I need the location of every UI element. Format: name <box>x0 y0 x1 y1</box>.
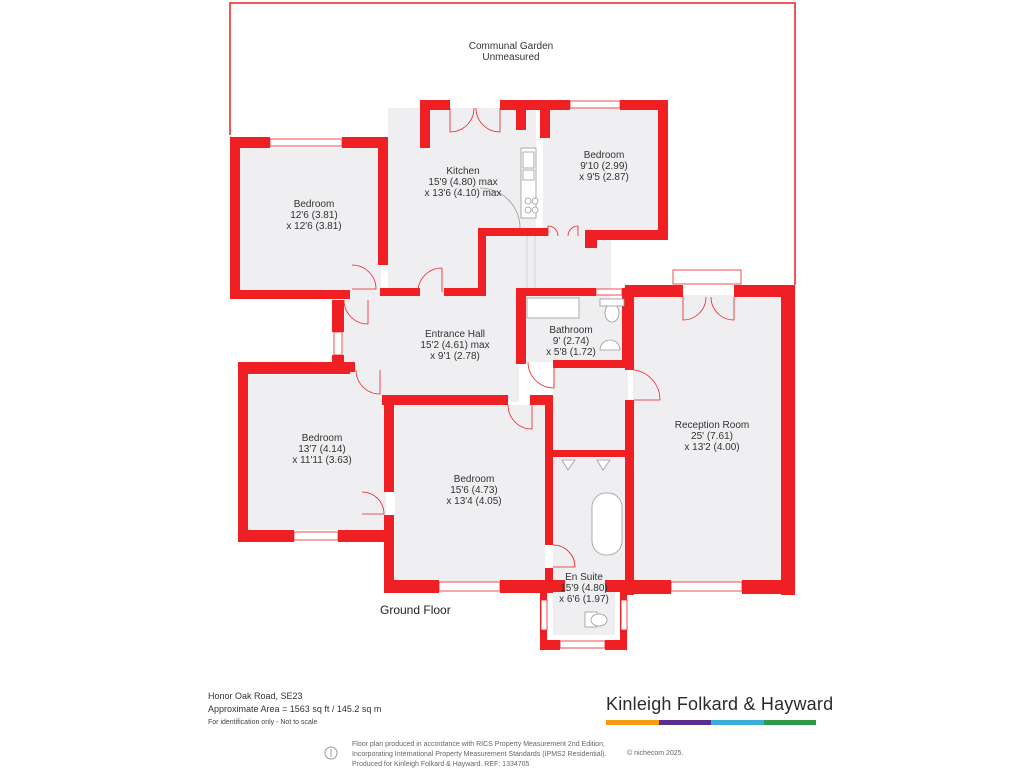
footer-line-1: Floor plan produced in accordance with RICS Property Measurement 2nd Edition, <box>352 741 605 748</box>
brand-bar-purple <box>659 720 712 725</box>
bedroom-1-dim1: 12'6 (3.81) <box>290 210 338 221</box>
bedroom-3-dim1: 13'7 (4.14) <box>298 444 346 455</box>
floor-label: Ground Floor <box>380 603 451 617</box>
brand-color-bar <box>606 720 816 725</box>
bedroom-4-dim1: 15'6 (4.73) <box>450 485 498 496</box>
reception-room-dim2: x 13'2 (4.00) <box>684 442 740 453</box>
scale-note: For identification only - Not to scale <box>208 719 318 726</box>
reception-room-dim1: 25' (7.61) <box>691 431 733 442</box>
footer-text <box>352 740 606 770</box>
copyright: © nichecom 2025. <box>627 750 684 757</box>
bedroom-1-dim2: x 12'6 (3.81) <box>286 221 342 232</box>
address: Honor Oak Road, SE23 <box>208 691 303 701</box>
bathroom-dim1: 9' (2.74) <box>552 336 590 347</box>
kitchen-dim1: 15'9 (4.80) max <box>428 177 498 188</box>
bathroom-name: Bathroom <box>549 325 593 336</box>
measurement-icon <box>324 744 338 762</box>
bedroom-1-name: Bedroom <box>293 199 335 210</box>
entrance-hall-dim1: 15'2 (4.61) max <box>420 340 490 351</box>
kitchen-dim2: x 13'6 (4.10) max <box>424 188 502 199</box>
bedroom-2-name: Bedroom <box>583 150 625 161</box>
brand-name: Kinleigh Folkard & Hayward <box>606 694 834 714</box>
garden-label: Communal Garden <box>468 41 554 52</box>
bedroom-4-name: Bedroom <box>453 474 495 485</box>
en-suite-dim2: x 6'6 (1.97) <box>559 594 609 605</box>
approximate-area: Approximate Area = 1563 sq ft / 145.2 sq m <box>208 704 382 714</box>
footer-line-3: Produced for Kinleigh Folkard & Hayward. REF: 1334705 <box>352 761 530 768</box>
brand-bar-blue <box>711 720 764 725</box>
en-suite-name: En Suite <box>565 572 603 583</box>
entrance-hall-dim2: x 9'1 (2.78) <box>430 351 480 362</box>
brand-bar-orange <box>606 720 659 725</box>
kitchen-name: Kitchen <box>446 166 480 177</box>
entrance-hall-name: Entrance Hall <box>424 329 486 340</box>
footer-line-2: Incorporating International Property Measurement Standards (IPMS2 Residential). <box>352 751 607 758</box>
property-info <box>208 690 381 729</box>
bedroom-3-dim2: x 11'11 (3.63) <box>292 455 352 466</box>
bathroom-dim2: x 5'8 (1.72) <box>546 347 596 358</box>
bedroom-2-dim1: 9'10 (2.99) <box>580 161 628 172</box>
bedroom-2-dim2: x 9'5 (2.87) <box>579 172 629 183</box>
garden-sublabel: Unmeasured <box>482 52 540 63</box>
bedroom-4-dim2: x 13'4 (4.05) <box>446 496 502 507</box>
brand-bar-green <box>764 720 817 725</box>
reception-room-name: Reception Room <box>674 420 750 431</box>
en-suite-dim1: 15'9 (4.80) <box>560 583 608 594</box>
bedroom-3-name: Bedroom <box>301 433 343 444</box>
